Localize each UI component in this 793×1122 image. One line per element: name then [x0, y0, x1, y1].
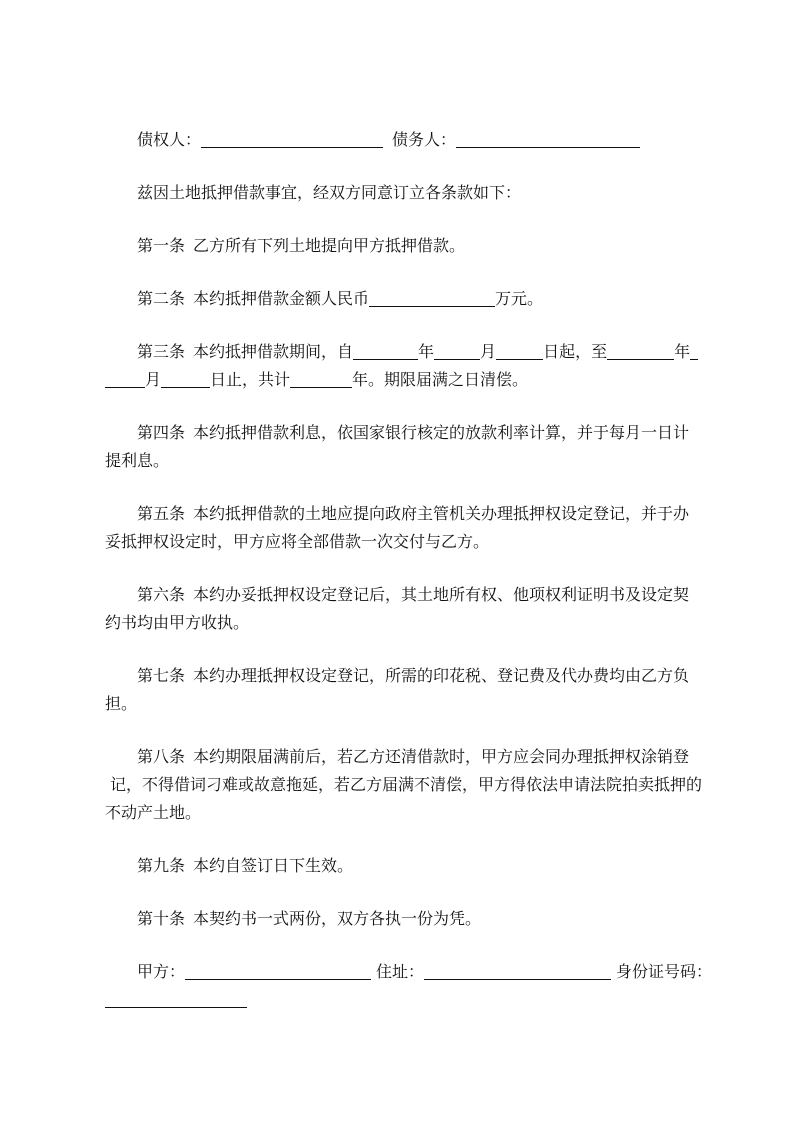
end-month-label: 月: [145, 370, 162, 389]
creditor-label: 债权人：: [137, 130, 202, 149]
signature-line-2: [105, 986, 793, 1014]
article-3-line-2: [105, 366, 793, 394]
address-blank: [424, 979, 611, 980]
article-3-line-1: [105, 338, 793, 366]
end-year-blank: [607, 359, 674, 360]
end-month-blank-start: [690, 359, 698, 360]
article-10-line: [105, 905, 793, 933]
id-number-blank: [105, 1007, 247, 1008]
creditor-blank: [201, 147, 383, 148]
article-10: [105, 905, 793, 933]
article-5: [105, 500, 793, 556]
article-8-line-1: [105, 743, 793, 771]
end-year-label: 年: [674, 342, 691, 361]
start-day-blank: [496, 359, 543, 360]
article-3-number: 第三条: [137, 342, 186, 361]
article-7-text-1: 本约办理抵押权设定登记，所需的印花税、登记费及代办费均由乙方负: [193, 666, 690, 685]
end-month-blank: [105, 387, 145, 388]
debtor-blank: [456, 147, 640, 148]
article-6-line-1: [105, 581, 793, 609]
signature-line-1: [105, 958, 793, 986]
article-7-line-2: 担。: [105, 694, 138, 713]
article-5-number: 第五条: [137, 504, 186, 523]
article-5-text-1: 本约抵押借款的土地应提向政府主管机关办理抵押权设定登记，并于办: [193, 504, 690, 523]
article-4-line-1: [105, 419, 793, 447]
article-1: [105, 232, 793, 260]
article-4: [105, 419, 793, 475]
article-9-text: 本约自签订日下生效。: [193, 856, 354, 875]
party-a-label: 甲方：: [137, 962, 186, 981]
term-years-blank: [290, 387, 352, 388]
debtor-label: 债务人：: [392, 130, 457, 149]
start-year-blank: [353, 359, 418, 360]
article-4-text-1: 本约抵押借款利息，依国家银行核定的放款利率计算，并于每月一日计: [193, 423, 690, 442]
article-7: [105, 662, 793, 718]
article-8-number: 第八条: [137, 747, 186, 766]
start-month-blank: [434, 359, 480, 360]
start-year-label: 年: [418, 342, 435, 361]
article-2-text-after: 万元。: [495, 289, 544, 308]
article-8-text-1: 本约期限届满前后，若乙方还清借款时，甲方应会同办理抵押权涂销登: [193, 747, 690, 766]
article-1-text: 乙方所有下列土地提向甲方抵押借款。: [193, 236, 466, 255]
article-2: [105, 285, 793, 313]
article-6-text-1: 本约办妥抵押权设定登记后，其土地所有权、他项权利证明书及设定契: [193, 585, 690, 604]
article-6-number: 第六条: [137, 585, 186, 604]
article-6-line-2: 约书均由甲方收执。: [105, 613, 250, 632]
parties-line: [105, 126, 793, 154]
article-4-number: 第四条: [137, 423, 186, 442]
end-day-blank: [161, 387, 210, 388]
article-1-line: [105, 232, 793, 260]
start-month-label: 月: [480, 342, 497, 361]
start-day-label: 日起，至: [543, 342, 608, 361]
article-10-number: 第十条: [137, 909, 186, 928]
article-2-line: [105, 285, 793, 313]
article-5-line-2: 妥抵押权设定时，甲方应将全部借款一次交付与乙方。: [105, 532, 490, 551]
preamble-block: [105, 179, 793, 207]
end-day-label: 日止，共计: [210, 370, 291, 389]
article-8-line-2: 记，不得借词刁难或故意拖延，若乙方届满不清偿，甲方得依法申请法院拍卖抵押的: [110, 775, 703, 794]
article-3: [105, 338, 793, 394]
article-9-line: [105, 852, 793, 880]
article-8: [105, 743, 793, 827]
article-3-term-text: 年。期限届满之日清偿。: [352, 370, 529, 389]
article-2-text-before: 本约抵押借款金额人民币: [193, 289, 370, 308]
preamble-line: 兹因土地抵押借款事宜，经双方同意订立各条款如下：: [137, 183, 522, 202]
party-a-blank: [185, 979, 371, 980]
parties-block: [105, 126, 793, 154]
id-number-label: 身份证号码：: [616, 962, 713, 981]
article-5-line-1: [105, 500, 793, 528]
loan-amount-blank: [369, 306, 495, 307]
article-9: [105, 852, 793, 880]
address-label: 住址：: [376, 962, 425, 981]
article-7-number: 第七条: [137, 666, 186, 685]
article-4-line-2: 提利息。: [105, 451, 170, 470]
signature-block: [105, 958, 793, 1014]
article-8-line-3: 不动产土地。: [105, 803, 202, 822]
article-9-number: 第九条: [137, 856, 186, 875]
article-3-text-from: 本约抵押借款期间，自: [193, 342, 354, 361]
article-7-line-1: [105, 662, 793, 690]
article-10-text: 本契约书一式两份，双方各执一份为凭。: [193, 909, 482, 928]
article-6: [105, 581, 793, 637]
article-1-number: 第一条: [137, 236, 186, 255]
article-2-number: 第二条: [137, 289, 186, 308]
